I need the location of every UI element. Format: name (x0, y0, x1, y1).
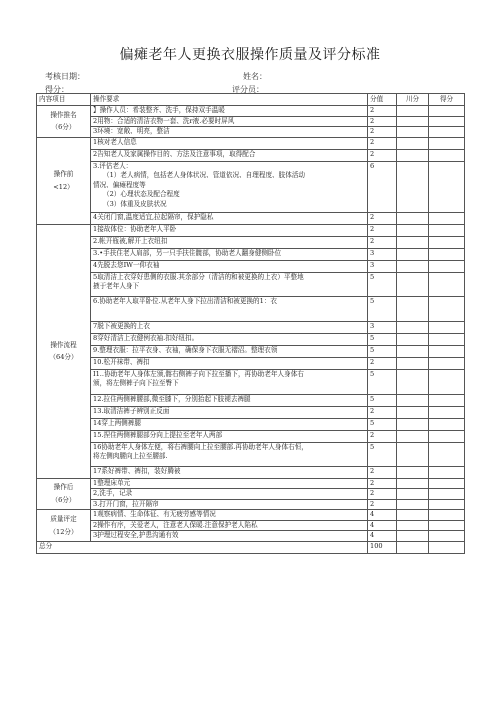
requirement-text: 2操作有序，关爱老人，注意老人保暖.注意保护老人陷私 (93, 520, 258, 529)
requirement-text: 将左侧肉腰向上拉至腰部. (93, 452, 168, 461)
requirement-text: 1观察病情、生命体征、有无疲劳感等情况 (93, 510, 216, 519)
section-category-text: 操作流程 (50, 340, 77, 349)
requirement-text: 1接故体位：协助老年人平卧 (93, 224, 177, 233)
points-cell: 2 (368, 466, 397, 478)
score-label: 得分： (45, 85, 69, 94)
table-row (37, 116, 465, 127)
points-cell: 2 (368, 149, 397, 161)
requirement-text: 】操作人员：希装整齐、洗手，保持双手温暖 (93, 106, 225, 114)
section-category-text: （6分） (51, 123, 76, 132)
requirement-text: （3）体重及皮肤状况 (103, 199, 167, 208)
points-cell: 4 (368, 520, 397, 531)
requirement-text: 1整理床单元 (93, 478, 131, 487)
score-cell[interactable] (429, 531, 465, 542)
score-cell[interactable] (429, 212, 465, 224)
requirement-cell (91, 357, 368, 369)
header-points: 分值 (368, 94, 397, 106)
points-cell: 5 (368, 442, 397, 466)
deduct-cell[interactable] (397, 369, 429, 394)
points-cell: 5 (368, 333, 397, 345)
requirement-text: 3.•手扶住老人肩部，另一只手扶住髋部，协助老人翻身健侧卧位 (93, 248, 282, 257)
examiner-label: 评分员： (232, 85, 264, 94)
requirement-text: 2告知老人及家属操作目的、方法及注意事项，取得配合 (93, 149, 256, 158)
points-cell: 2 (368, 357, 397, 369)
section-category-text: 操作后 (53, 483, 74, 492)
table-row (37, 161, 465, 212)
total-score-cell[interactable] (429, 541, 465, 553)
requirement-cell (91, 489, 368, 500)
deduct-cell[interactable] (397, 489, 429, 500)
deduct-cell[interactable] (397, 212, 429, 224)
deduct-cell[interactable] (397, 357, 429, 369)
score-cell[interactable] (429, 369, 465, 394)
requirement-text: 1核对老人信息 (93, 137, 137, 146)
requirement-text: 3.评估老人： (93, 161, 133, 170)
deduct-cell[interactable] (397, 248, 429, 260)
requirement-text: 情况、偏瘫程度等 (93, 180, 146, 189)
header-item: 内容项目 (37, 94, 91, 106)
points-cell: 3 (368, 321, 397, 333)
requirement-cell (91, 369, 368, 394)
section-category (37, 510, 91, 542)
score-cell[interactable] (429, 106, 465, 117)
requirement-cell (91, 442, 368, 466)
requirement-text: （1）老人病情，包括老人身体状况、管道依况、自理程度、肢体活动 (103, 171, 306, 180)
section-category-text: （6分） (51, 495, 76, 504)
requirement-text: 2.帐开瓶被,解开上衣纽扣 (93, 236, 168, 245)
points-cell: 2 (368, 127, 397, 138)
table-row (37, 394, 465, 406)
requirement-cell (91, 499, 368, 510)
score-cell[interactable] (429, 478, 465, 489)
deduct-cell[interactable] (397, 510, 429, 521)
requirement-cell (91, 333, 368, 345)
score-cell[interactable] (429, 272, 465, 296)
header-score: 得分 (429, 94, 465, 106)
deduct-cell[interactable] (397, 116, 429, 127)
requirement-cell (91, 260, 368, 272)
requirement-text: 4关闭门窗,温度适宜,拉起隔帘，保护隐私 (93, 212, 214, 221)
table-row (37, 106, 465, 117)
table-row (37, 442, 465, 466)
requirement-cell (91, 212, 368, 224)
table-row (37, 499, 465, 510)
table-row (37, 333, 465, 345)
table-row (37, 127, 465, 138)
total-deduct-cell[interactable] (397, 541, 429, 553)
requirement-text: （2）心理状态及配合程度 (103, 190, 180, 199)
points-cell: 5 (368, 296, 397, 321)
requirement-text: 2,洗手，记录 (93, 489, 133, 498)
deduct-cell[interactable] (397, 106, 429, 117)
score-cell[interactable] (429, 260, 465, 272)
name-label: 姓名： (243, 72, 267, 81)
requirement-text: 掖于老年人身下 (93, 282, 140, 291)
requirement-text: 13.取清洁裤子辨别正反面 (93, 406, 170, 415)
score-cell[interactable] (429, 357, 465, 369)
points-cell: 2 (368, 224, 397, 236)
score-cell[interactable] (429, 394, 465, 406)
score-cell[interactable] (429, 149, 465, 161)
table-row (37, 510, 465, 521)
deduct-cell[interactable] (397, 296, 429, 321)
table-row (37, 466, 465, 478)
requirement-text: 5取清洁上衣穿好患侧的衣服.其余部分（清洁的和被更换的上衣）平整地 (93, 272, 304, 281)
requirement-cell (91, 137, 368, 149)
requirement-text: I1..协助老年人身体左颁,髂右侧裤子向下拉至播下，再协助老年人身体右 (93, 369, 304, 378)
requirement-text: 2用物：合适的清洁衣物一套、洗r液.必要时屏风 (93, 116, 235, 125)
table-row (37, 272, 465, 296)
table-row (37, 149, 465, 161)
table-row (37, 260, 465, 272)
requirement-cell (91, 127, 368, 138)
deduct-cell[interactable] (397, 418, 429, 430)
exam-date-label: 考核日期： (45, 72, 85, 81)
score-cell[interactable] (429, 520, 465, 531)
deduct-cell[interactable] (397, 137, 429, 149)
table-row (37, 520, 465, 531)
table-row (37, 478, 465, 489)
points-cell: 2 (368, 137, 397, 149)
requirement-cell (91, 406, 368, 418)
deduct-cell[interactable] (397, 127, 429, 138)
points-cell: 2 (368, 212, 397, 224)
requirement-cell (91, 272, 368, 296)
requirement-cell (91, 248, 368, 260)
requirement-cell (91, 345, 368, 357)
requirement-cell (91, 296, 368, 321)
points-cell: 5 (368, 345, 397, 357)
table-row (37, 137, 465, 149)
section-category (37, 478, 91, 510)
requirement-text: 3环境：宽敞、明亮，整洁 (93, 127, 170, 136)
points-cell: 3 (368, 260, 397, 272)
deduct-cell[interactable] (397, 531, 429, 542)
requirement-cell (91, 321, 368, 333)
requirement-cell (91, 149, 368, 161)
section-category (37, 137, 91, 224)
deduct-cell[interactable] (397, 442, 429, 466)
requirement-text: 14穿上两侧裤腿 (93, 418, 141, 427)
requirement-text: 6.协助老年人取平卧位.从老年人身下拉出清洁和被更换的1：衣 (93, 296, 278, 305)
score-cell[interactable] (429, 345, 465, 357)
requirement-text: 颁，将左侧裤子向下拉至臀下 (93, 379, 179, 388)
requirement-text: 17系好裤带、裤扣，装好腾被 (93, 466, 181, 475)
table-row (37, 248, 465, 260)
table-row (37, 224, 465, 236)
score-cell[interactable] (429, 248, 465, 260)
deduct-cell[interactable] (397, 478, 429, 489)
requirement-cell (91, 224, 368, 236)
requirement-cell (91, 418, 368, 430)
points-cell: 5 (368, 369, 397, 394)
header-requirement: 操作要求 (91, 94, 368, 106)
section-category-text: 质量评定 (50, 515, 77, 524)
requirement-text: 4先脱去您IW一仰衣袖 (93, 260, 160, 269)
requirement-text: 9.整理衣服：拉平衣身、衣袖，确保身下衣服无褶沼。整理衣领 (93, 345, 278, 354)
deduct-cell[interactable] (397, 149, 429, 161)
section-category-text: 操作前 (53, 170, 74, 179)
deduct-cell[interactable] (397, 394, 429, 406)
requirement-text: 8穿好清洁上衣健例衣袖.扣好纽扣。 (93, 333, 199, 342)
points-cell: 6 (368, 161, 397, 212)
deduct-cell[interactable] (397, 406, 429, 418)
points-cell: 5 (368, 272, 397, 296)
requirement-cell (91, 394, 368, 406)
requirement-text: 7脱下被更换的上衣 (93, 321, 150, 330)
deduct-cell[interactable] (397, 321, 429, 333)
table-row (37, 296, 465, 321)
score-cell[interactable] (429, 333, 465, 345)
points-cell: 2 (368, 430, 397, 442)
requirement-cell (91, 161, 368, 212)
table-row (37, 531, 465, 542)
points-cell: 3 (368, 248, 397, 260)
requirement-cell (91, 236, 368, 248)
score-cell[interactable] (429, 161, 465, 212)
section-category (37, 224, 91, 478)
requirement-text: 3.打开门窗，拉开隔帘 (93, 499, 159, 508)
points-cell: 5 (368, 418, 397, 430)
score-cell[interactable] (429, 510, 465, 521)
requirement-text: 12.拉住两侧裤腰部,微至膝下，分别抬起下肢褪去裤腿 (93, 394, 251, 403)
section-category (37, 106, 91, 138)
requirement-cell (91, 430, 368, 442)
requirement-cell (91, 520, 368, 531)
total-points: 100 (368, 541, 397, 553)
requirement-text: 15.捏住两侧裤腿部分向上提拉至老年人两部 (93, 430, 223, 439)
total-row (37, 541, 465, 553)
section-category-text: <12） (53, 182, 74, 191)
deduct-cell[interactable] (397, 333, 429, 345)
score-cell[interactable] (429, 430, 465, 442)
requirement-cell (91, 116, 368, 127)
score-cell[interactable] (429, 442, 465, 466)
deduct-cell[interactable] (397, 272, 429, 296)
score-cell[interactable] (429, 236, 465, 248)
section-category-text: （64分） (49, 353, 78, 362)
deduct-cell[interactable] (397, 430, 429, 442)
section-category-text: （12分） (49, 527, 78, 536)
table-header-row (37, 94, 465, 106)
table-row (37, 369, 465, 394)
requirement-cell (91, 466, 368, 478)
header-deduct: 川分 (397, 94, 429, 106)
deduct-cell[interactable] (397, 520, 429, 531)
points-cell: 5 (368, 394, 397, 406)
points-cell: 4 (368, 510, 397, 521)
deduct-cell[interactable] (397, 345, 429, 357)
requirement-text: 16协助老年人身体左便，将右裤腰向上拉至腰部.再协助老年人身体右恒， (93, 442, 308, 451)
table-row (37, 406, 465, 418)
table-row (37, 430, 465, 442)
total-label: 总分 (37, 541, 368, 553)
score-cell[interactable] (429, 127, 465, 138)
table-row (37, 345, 465, 357)
deduct-cell[interactable] (397, 161, 429, 212)
deduct-cell[interactable] (397, 224, 429, 236)
table-row (37, 357, 465, 369)
points-cell: 2 (368, 489, 397, 500)
points-cell: 4 (368, 531, 397, 542)
score-cell[interactable] (429, 418, 465, 430)
deduct-cell[interactable] (397, 466, 429, 478)
points-cell: 2 (368, 106, 397, 117)
table-row (37, 418, 465, 430)
score-cell[interactable] (429, 321, 465, 333)
score-cell[interactable] (429, 116, 465, 127)
score-cell[interactable] (429, 489, 465, 500)
points-cell: 2 (368, 236, 397, 248)
deduct-cell[interactable] (397, 499, 429, 510)
deduct-cell[interactable] (397, 236, 429, 248)
requirement-text: 3护理过程安全,护患沟通有效 (93, 531, 179, 540)
points-cell: 2 (368, 499, 397, 510)
table-row (37, 212, 465, 224)
score-cell[interactable] (429, 499, 465, 510)
requirement-cell (91, 510, 368, 521)
requirement-text: 10.松开袜带、裤扣 (93, 357, 150, 366)
points-cell: 2 (368, 478, 397, 489)
score-cell[interactable] (429, 406, 465, 418)
points-cell: 2 (368, 406, 397, 418)
score-cell[interactable] (429, 137, 465, 149)
requirement-cell (91, 531, 368, 542)
deduct-cell[interactable] (397, 260, 429, 272)
section-category-text: 操作推名 (50, 110, 77, 119)
table-row (37, 489, 465, 500)
score-cell[interactable] (429, 466, 465, 478)
points-cell: 2 (368, 116, 397, 127)
score-cell[interactable] (429, 296, 465, 321)
table-row (37, 236, 465, 248)
score-cell[interactable] (429, 224, 465, 236)
requirement-cell (91, 106, 368, 117)
requirement-cell (91, 478, 368, 489)
page-title: 偏瘫老年人更换衣服操作质量及评分标准 (119, 47, 381, 63)
scoring-table (36, 93, 465, 554)
table-row (37, 321, 465, 333)
